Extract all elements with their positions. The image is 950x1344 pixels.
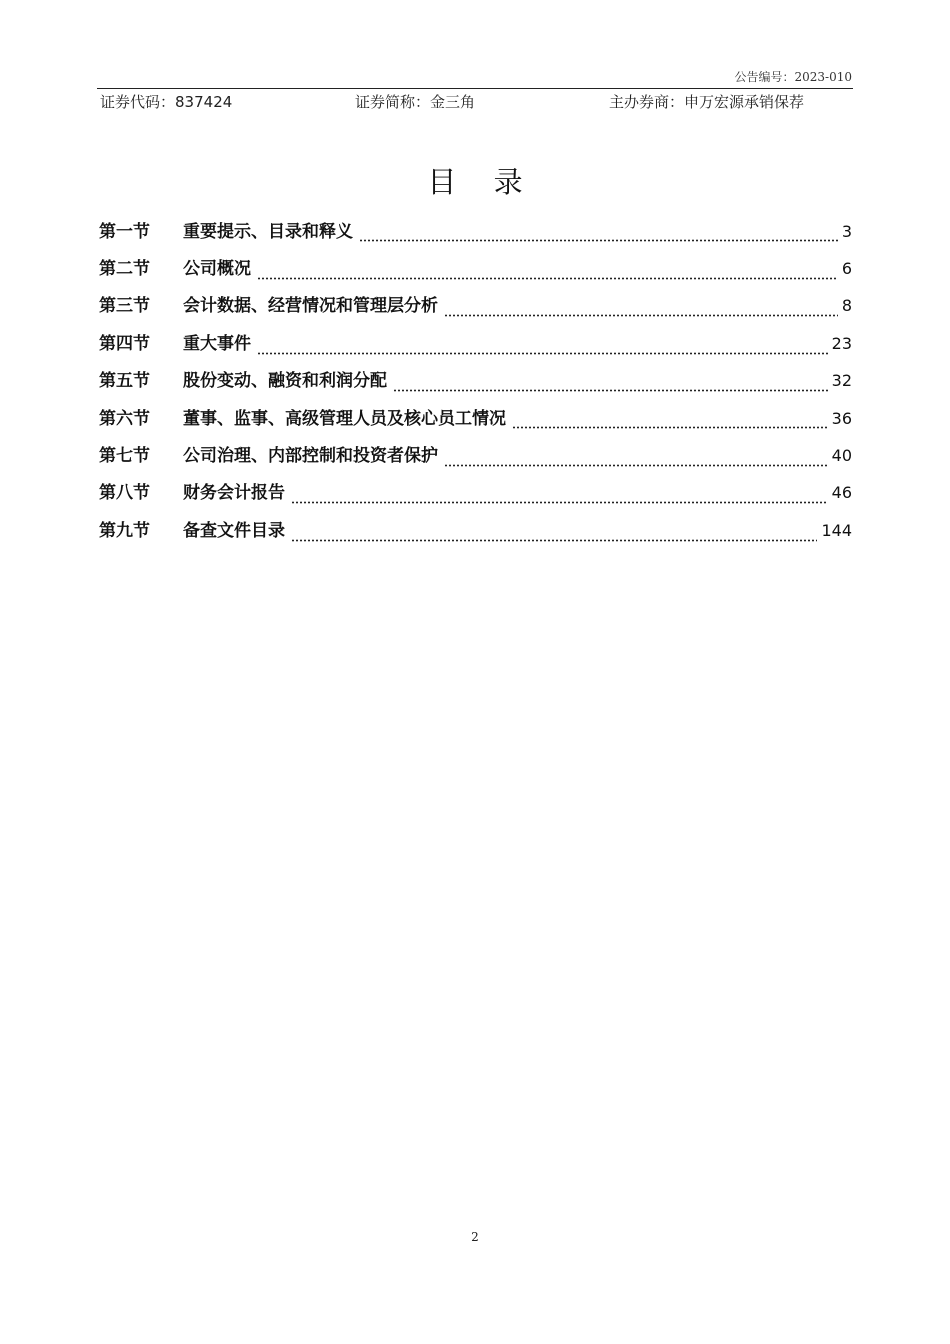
toc-page-number: 23 <box>831 333 852 353</box>
toc-section-title: 公司概况 <box>183 259 251 280</box>
toc-dot-leader <box>291 530 817 542</box>
toc-entry-section-5[interactable] <box>99 363 852 400</box>
page-number: 2 <box>471 1230 479 1244</box>
sponsor-broker-value: 申万宏源承销保荐 <box>684 93 805 111</box>
toc-dot-leader <box>359 230 838 242</box>
toc-entry-section-4[interactable] <box>99 325 852 362</box>
toc-section-title: 重大事件 <box>183 333 251 354</box>
toc-list <box>99 213 852 550</box>
toc-dot-leader <box>512 417 828 429</box>
toc-dot-leader <box>257 343 828 355</box>
toc-dot-leader <box>393 380 828 392</box>
toc-entry-section-9[interactable] <box>99 512 852 549</box>
toc-section-title: 股份变动、融资和利润分配 <box>183 371 387 392</box>
document-header <box>97 91 853 113</box>
toc-dot-leader <box>444 455 828 467</box>
toc-section-number: 第一节 <box>99 221 150 242</box>
toc-page-number: 8 <box>841 296 852 316</box>
toc-section-number: 第四节 <box>99 333 150 354</box>
toc-dot-leader <box>257 268 838 280</box>
security-code <box>100 91 232 112</box>
toc-section-number: 第六节 <box>99 408 150 429</box>
toc-entry-section-8[interactable] <box>99 475 852 512</box>
toc-section-number: 第九节 <box>99 520 150 541</box>
announcement-number: 公告编号：2023-010 <box>734 70 852 84</box>
toc-title: 目 录 <box>427 165 537 199</box>
toc-dot-leader <box>444 305 838 317</box>
toc-section-title: 财务会计报告 <box>183 483 285 504</box>
toc-section-title: 董事、监事、高级管理人员及核心员工情况 <box>183 408 506 429</box>
toc-dot-leader <box>291 492 828 504</box>
toc-section-number: 第七节 <box>99 446 150 467</box>
toc-page-number: 36 <box>831 408 852 428</box>
sponsor-broker-label: 主办券商： <box>609 93 685 111</box>
toc-entry-section-7[interactable] <box>99 437 852 474</box>
toc-section-title: 备查文件目录 <box>183 520 285 541</box>
toc-entry-section-3[interactable] <box>99 288 852 325</box>
toc-section-number: 第八节 <box>99 483 150 504</box>
toc-page-number: 32 <box>831 371 852 391</box>
toc-section-title: 公司治理、内部控制和投资者保护 <box>183 446 438 467</box>
toc-page-number: 40 <box>831 446 852 466</box>
toc-entry-section-1[interactable] <box>99 213 852 250</box>
toc-entry-section-2[interactable] <box>99 250 852 287</box>
toc-section-number: 第二节 <box>99 259 150 280</box>
header-divider <box>97 88 853 89</box>
toc-page-number: 46 <box>831 483 852 503</box>
toc-page-number: 144 <box>821 520 852 540</box>
security-abbreviation-value: 金三角 <box>430 93 476 111</box>
toc-page-number: 6 <box>841 259 852 279</box>
security-abbreviation-label: 证券简称： <box>355 93 431 111</box>
toc-section-title: 重要提示、目录和释义 <box>183 221 353 242</box>
security-code-value: 837424 <box>175 93 233 111</box>
security-abbreviation <box>355 91 475 112</box>
security-code-label: 证券代码： <box>100 93 176 111</box>
toc-page-number: 3 <box>841 221 852 241</box>
toc-section-number: 第五节 <box>99 371 150 392</box>
toc-section-number: 第三节 <box>99 296 150 317</box>
toc-entry-section-6[interactable] <box>99 400 852 437</box>
toc-section-title: 会计数据、经营情况和管理层分析 <box>183 296 438 317</box>
sponsor-broker <box>609 91 804 112</box>
